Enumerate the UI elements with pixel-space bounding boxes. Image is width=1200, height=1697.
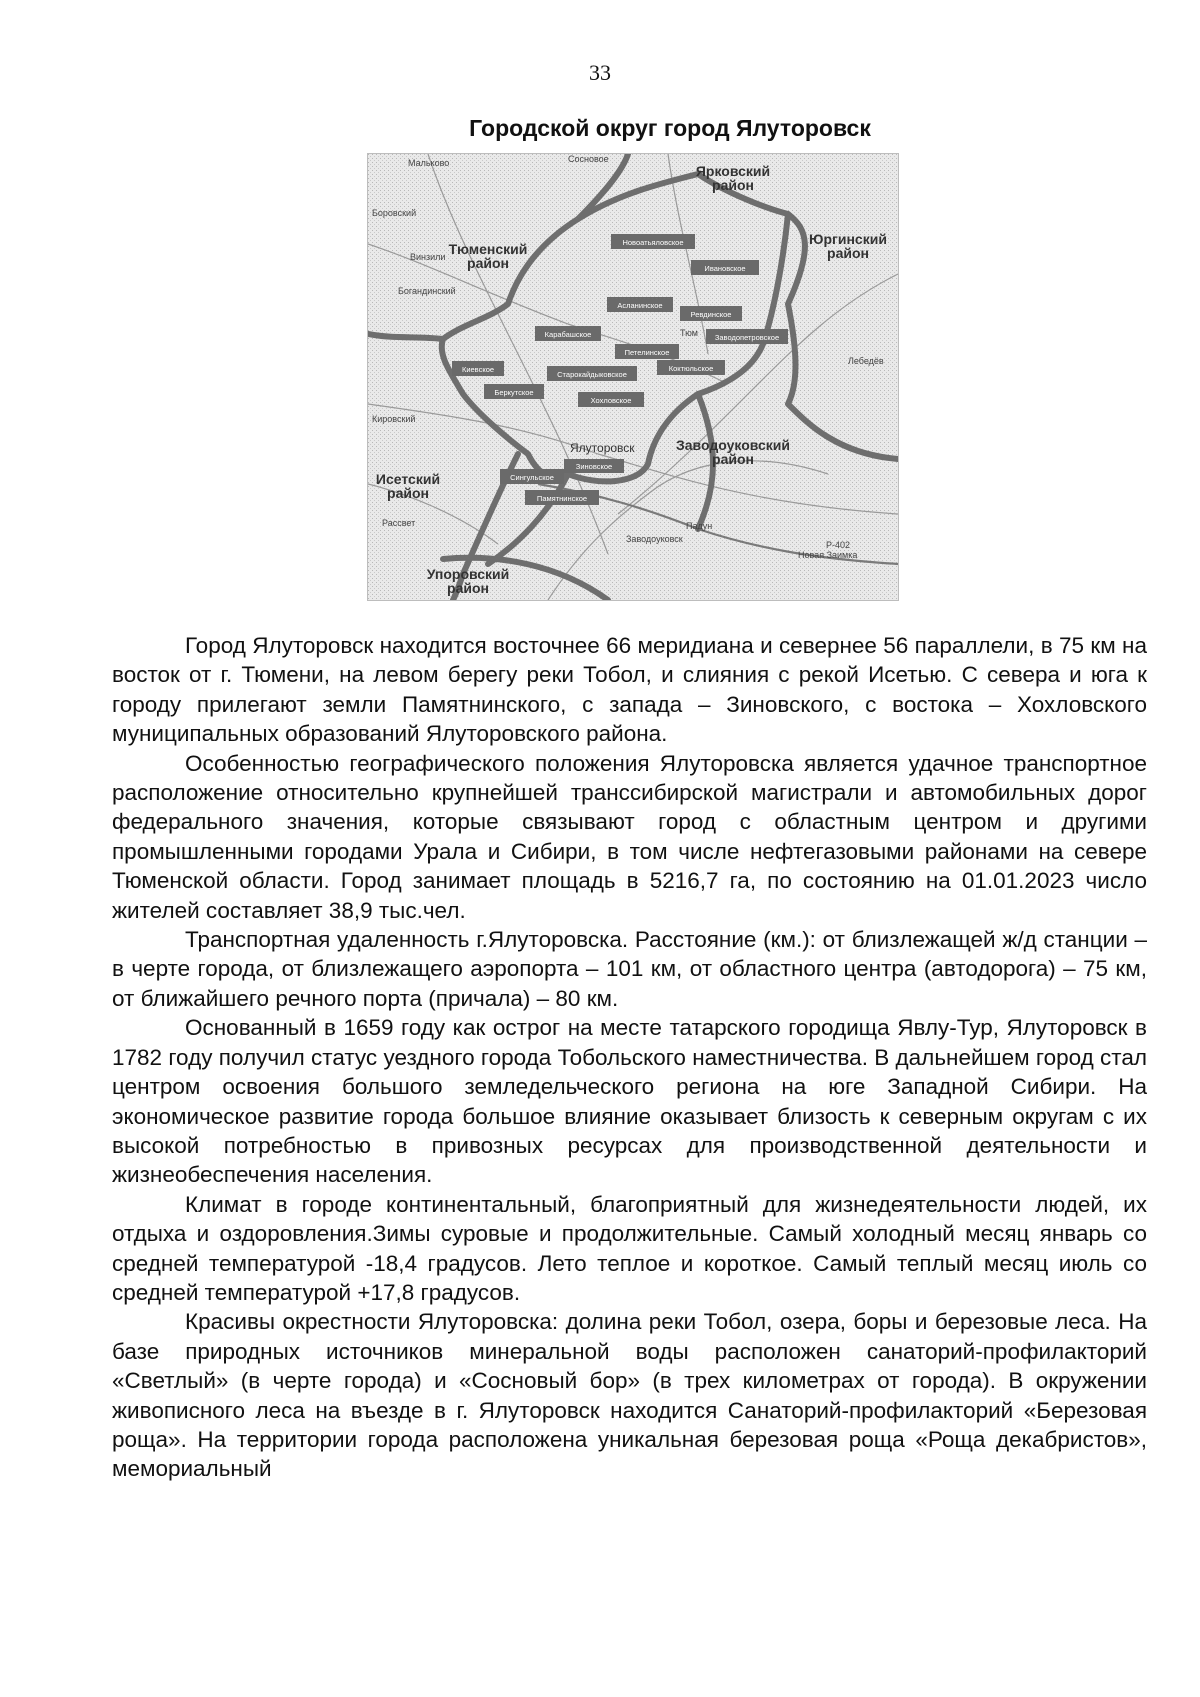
paragraph-climate: Климат в городе континентальный, благоприятный для жизнедеятельности людей, их отдыха и оздоровления.Зимы суровые и продолжительные. Самый холодный месяц январь со средней температурой -18,4 градусов. Лето теплое и короткое. Самый теплый месяц июль со средней температурой +17,8 градусов.: [112, 1191, 1147, 1305]
label-isetsky-1: Исетский: [375, 471, 441, 487]
label-road-402: Р-402: [826, 540, 851, 550]
box-starokaydykovskoe: Старокайдыковское: [557, 370, 627, 379]
paragraph-geography: Особенностью географического положения Ялуторовска является удачное транспортное расположение относительно крупнейшей транссибирской магистрали и автомобильных дорог федерального значения, которые связывают город с областным центром и другими промышленными городами Урала и Сибири, в том числе нефтегазовыми районами на севере Тюменской области. Город занимает площадь в 5216,7 га, по состоянию на 01.01.2023 число жителей составляет 38,9 тыс.чел.: [112, 750, 1147, 923]
label-uporovsky-2: район: [447, 580, 489, 596]
label-padun: Падун: [686, 521, 713, 531]
label-zavodoukovsky-2: район: [712, 451, 754, 467]
box-pamyatninskoe: Памятнинское: [536, 494, 588, 503]
box-karabashskoe: Карабашское: [544, 330, 592, 339]
paragraph-surroundings: Красивы окрестности Ялуторовска: долина реки Тобол, озера, боры и березовые леса. На базе природных источников минеральной воды расположен санаторий-профилакторий «Светлый» (в черте города) и «Сосновый бор» (в трех километрах от города). В окружении живописного леса на въезде в г. Ялуторовск находится Санаторий-профилакторий «Березовая роща». На территории города расположена уникальная березовая роща «Роща декабристов», мемориальный: [112, 1309, 1147, 1482]
label-lebedevka: Лебедёв: [848, 356, 884, 366]
paragraph-history: Основанный в 1659 году как острог на месте татарского городища Явлу-Тур, Ялуторовск в 1782 году получил статус уездного города Тобольского наместничества. В дальнейшем город стал центром освоения большого земледельческого региона на юге Западной Сибири. На экономическое развитие города большое влияние оказывает близость к северным округам с их высокой потребностью в привозных ресурсах для производственной деятельности и жизнеобеспечения населения.: [112, 1015, 1147, 1188]
page-number: 33: [589, 60, 611, 85]
box-petelinskoe: Петелинское: [624, 348, 670, 357]
paragraph-location: Город Ялуторовск находится восточнее 66 меридиана и севернее 56 параллели, в 75 км на восток от г. Тюмени, на левом берегу реки Тобол, и слияния с рекой Исетью. С севера и юга к городу прилегают земли Памятнинского, с запада – Зиновского, с востока – Хохловского муниципальных образований Ялуторовского района.: [112, 633, 1147, 747]
label-tyumensky-2: район: [467, 255, 509, 271]
label-kirovsky: Кировский: [372, 414, 416, 424]
label-malkovo: Мальково: [408, 158, 450, 168]
map-title: Городской округ город Ялуторовск: [469, 115, 871, 141]
box-koktyulskoe: Коктюльское: [668, 364, 714, 373]
svg-text:район: [827, 245, 869, 261]
label-novaya-zaimka: Новая Заимка: [798, 550, 858, 560]
label-vinzili: Винзили: [410, 252, 446, 262]
svg-text:район: [712, 177, 754, 193]
label-zavodoukovsky-1: Заводоуковский: [675, 437, 791, 453]
label-sosnovoe: Сосновое: [568, 154, 609, 164]
label-isetsky-2: район: [387, 485, 429, 501]
label-zavodoukovsk: Заводоуковск: [626, 534, 683, 544]
label-tum: Тюм: [680, 328, 698, 338]
svg-text:район: [387, 485, 429, 501]
box-revdinskoe: Ревдинское: [690, 310, 732, 319]
label-borovsky: Боровский: [372, 208, 417, 218]
box-berkutskoe: Беркутское: [494, 388, 534, 397]
svg-text:район: [712, 451, 754, 467]
svg-text:район: [447, 580, 489, 596]
label-tyumensky-1: Тюменский: [448, 241, 528, 257]
label-yurginsky-2: район: [827, 245, 869, 261]
label-yalutorovsk: Ялуторовск: [570, 441, 635, 455]
label-yarkovsky-2: район: [712, 177, 754, 193]
label-rassvet: Рассвет: [382, 518, 416, 528]
label-bogandinsky: Богандинский: [398, 286, 456, 296]
box-novoatyalovskoe: Новоатьяловское: [622, 238, 684, 247]
box-zavodopetrovskoe: Заводопетровское: [714, 333, 780, 342]
box-singulskoe: Сингульское: [510, 473, 554, 482]
svg-text:район: [467, 255, 509, 271]
body-text: [112, 631, 1147, 1484]
label-yurginsky-1: Юргинский: [809, 231, 887, 247]
label-yarkovsky-1: Ярковский: [695, 163, 771, 179]
box-khokhlovskoe: Хохловское: [590, 396, 632, 405]
box-zinovskoe: Зиновское: [575, 462, 613, 471]
box-ivanovskoe: Ивановское: [704, 264, 746, 273]
label-uporovsky-1: Упоровский: [426, 566, 510, 582]
box-aslaninskoe: Асланинское: [617, 301, 663, 310]
district-map: [367, 153, 899, 601]
box-kievskoe: Киевское: [461, 365, 495, 374]
paragraph-transport: Транспортная удаленность г.Ялуторовска. Расстояние (км.): от близлежащей ж/д станции – в черте города, от близлежащего аэропорта – 101 км, от областного центра (автодорога) – 75 км, от ближайшего речного порта (причала) – 80 км.: [112, 927, 1147, 1011]
